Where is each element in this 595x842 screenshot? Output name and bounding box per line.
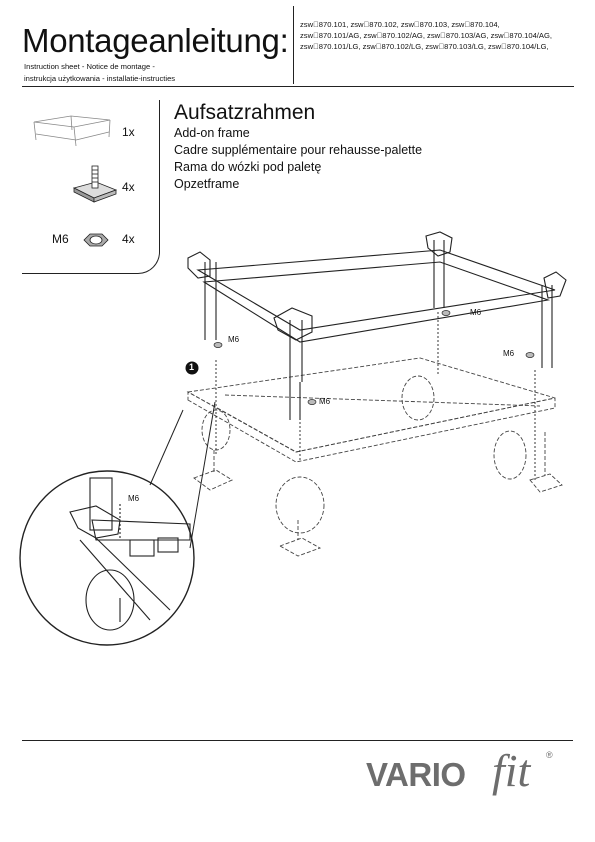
nut-markers	[214, 311, 534, 405]
variofit-logo	[366, 745, 566, 806]
part-qty-3: 4x	[122, 232, 135, 246]
m6-label-3: M6	[470, 308, 482, 317]
product-name-fr: Cadre supplémentaire pour rehausse-palette	[174, 143, 423, 157]
subtitle-line-2: instrukcja użytkowania - installatie-instructies	[24, 74, 176, 83]
article-codes-line-3: zsw 870.101/LG, zsw 870.102/LG, zsw 870.103/LG, zsw 870.104/LG,	[300, 42, 549, 51]
part-qty-1: 1x	[122, 125, 135, 139]
m6-label-2: M6	[319, 397, 331, 406]
m6-label-5: M6	[128, 494, 140, 503]
add-on-frame-drawing	[188, 232, 566, 420]
logo-text-vario: VARIO	[366, 756, 466, 793]
m6-label-1: M6	[228, 335, 240, 344]
footer-rule	[22, 740, 573, 741]
article-codes-line-2: zsw 870.101/AG, zsw 870.102/AG, zsw 870.103/AG, zsw 870.104/AG,	[300, 31, 552, 40]
detail-callout-line-2	[190, 402, 215, 548]
document-title: Montageanleitung:	[22, 22, 289, 59]
product-name-pl: Rama do wózki pod paletę	[174, 160, 322, 174]
subtitle-line-1: Instruction sheet - Notice de montage -	[24, 62, 155, 71]
logo-text-fit: fit	[492, 745, 531, 796]
m6-label-4: M6	[503, 349, 515, 358]
detail-view-circle	[20, 471, 194, 645]
step-number: 1	[189, 362, 195, 372]
article-codes-line-1: zsw 870.101, zsw 870.102, zsw 870.103, zsw 870.104,	[300, 20, 500, 29]
registered-mark: ®	[546, 750, 553, 760]
product-name-en: Add-on frame	[174, 126, 250, 140]
part-label-3: M6	[52, 232, 69, 246]
part-qty-2: 4x	[122, 180, 135, 194]
pallet-trolley-outline	[188, 358, 562, 556]
detail-callout-line-1	[150, 410, 183, 485]
product-name-nl: Opzetframe	[174, 177, 240, 191]
product-name: Aufsatzrahmen	[174, 101, 316, 124]
